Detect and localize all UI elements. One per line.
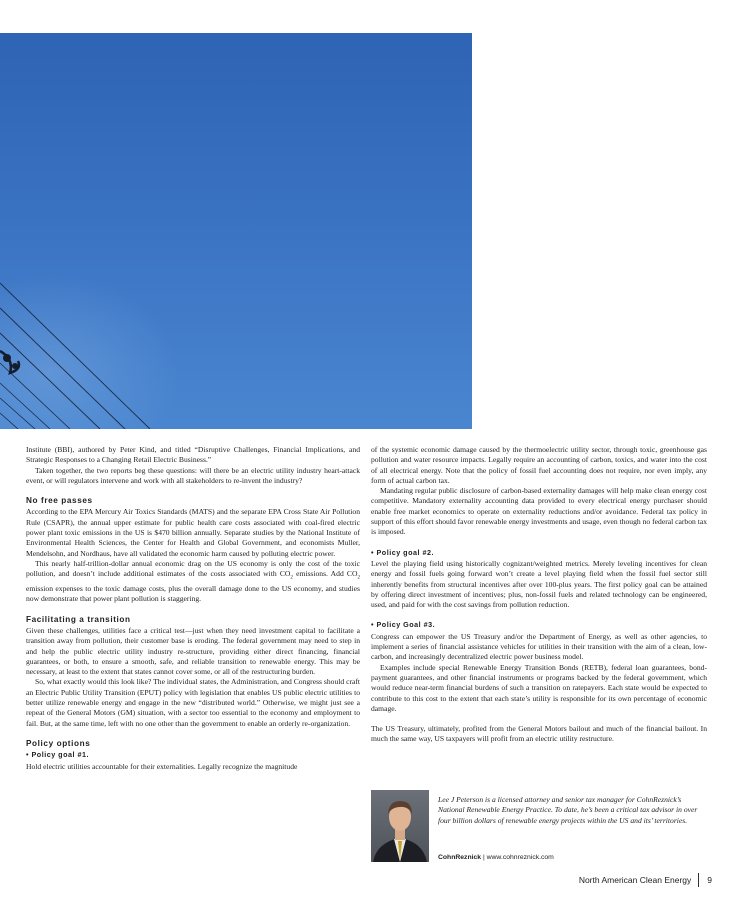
separator: | (481, 854, 487, 861)
policy-goal-label: • Policy Goal #3. (371, 620, 436, 630)
paragraph: Taken together, the two reports beg these questions: will there be an electric utility industry heart-attack event, or will regulators intervene and work with all stakeholders to re-invent the industry? (26, 465, 360, 485)
firm-name: CohnReznick (438, 854, 482, 861)
section-heading: Facilitating a transition (26, 614, 131, 624)
subscript: 2 (357, 575, 360, 581)
author-headshot (371, 790, 429, 862)
footer-divider (698, 873, 699, 887)
paragraph: Mandating regular public disclosure of carbon-based externality damages will help make clean energy cost competitive. Mandatory externality accounting data provided to every electrical energy purchaser should enable free market economics to operate on externality reductions and/or avoidance. Federal tax policy in support of this effort should favor renewable energy investments and usage, even though no federal carbon tax is imposed. (371, 486, 707, 537)
policy-goal-label: • Policy goal #2. (371, 547, 434, 557)
paragraph: Level the playing field using historically cognizant/weighted metrics. Merely leveling incentives for clean energy and fossil fuels going forward won’t create a level playing field when the fossil fuel sector still inherently benefits from structural incentives after over 100-plus years. The first policy goal can be attained by offering direct investment of incentives; plus, non-fossil fuels and related technology can be engineered, used, and paid for with the cost savings from pollution reduction. (371, 558, 707, 610)
page-number: 9 (707, 875, 712, 885)
policy-goal-label: • Policy goal #1. (26, 750, 89, 760)
paragraph: Hold electric utilities accountable for their externalities. Legally recognize the magnitude (26, 761, 298, 771)
author-bio-text: Lee J Peterson is a licensed attorney and senior tax manager for CohnReznick’s National Renewable Energy Practice. To date, he’s been a critical tax advisor in over four billion dollars of renewable energy projects within the US and its’ territories. (438, 795, 698, 825)
text-run: emission expenses to the toxic damage costs, plus the overall damage done to the US economy, and studies now demonstrate that power plant pollution is staggering. (26, 584, 360, 604)
page-footer (579, 873, 712, 887)
right-column (371, 445, 707, 745)
paragraph: The US Treasury, ultimately, profited from the General Motors bailout and much of the financial bailout. In much the same way, US taxpayers will profit from an electric utility restructure. (371, 724, 707, 744)
paragraph: So, what exactly would this look like? The individual states, the Administration, and Congress should craft an Electric Public Utility Transition (EPUT) policy with legislation that enables US public electric utilities to better utilize renewable energy and engage in the new “distributed world.” Otherwise, we might just see a repeat of the General Motors (GM) situation, with a sector too essential to the economy and employment to fail. But, at the same time, left with no one other than the government to enable an orderly re-organization. (26, 677, 360, 728)
power-lines-illustration (0, 33, 472, 429)
paragraph: Examples include special Renewable Energy Transition Bonds (RETB), federal loan guarantees, bond-payment guarantees, and other financial instruments or programs backed by the federal government, which would reduce near-term financial burdens of such a transition on ratepayers. Each state would be expected to contribute to this cost to the extent that each state’s utility is responsible for its own percentage of economic damage. (371, 662, 707, 713)
paragraph: According to the EPA Mercury Air Toxics Standards (MATS) and the separate EPA Cross State Air Pollution Rule (CSAPR), the annual upper estimate for public health care costs associated with coal-fired electric power plant toxic emissions in the US is $470 billion annually. Separate studies by the National Institute of Environmental Health Sciences, the Center for Health and Global Government, and economists Muller, Mendelsohn, and Nordhaus, have all validated the economic harm caused by polluting electric power. (26, 507, 360, 558)
author-firm-line (438, 854, 708, 861)
text-run: emissions. Add CO (292, 569, 358, 579)
text-run: This nearly half-trillion-dollar annual economic drag on the US economy is only the cost of the toxic pollution, and doesn’t include additional estimates of the costs associated with CO (26, 558, 360, 579)
subscript: 2 (290, 575, 293, 581)
left-column (26, 445, 360, 772)
person-portrait (371, 790, 429, 862)
paragraph: Institute (BBI), authored by Peter Kind, and titled “Disruptive Challenges, Financial Implications, and Strategic Responses to a Changing Retail Electric Business.” (26, 445, 360, 465)
paragraph: Congress can empower the US Treasury and/or the Department of Energy, as well as other agencies, to implement a series of financial assistance vehicles for utilities in their transition with the aim of a clean, low-carbon, and increasingly decentralized electric power business model. (371, 631, 707, 662)
section-heading: Policy options (26, 738, 91, 748)
header-photo (0, 33, 472, 429)
paragraph (26, 559, 360, 605)
author-bio (371, 790, 711, 865)
section-heading: No free passes (26, 496, 93, 506)
paragraph: Given these challenges, utilities face a critical test—just when they need investment capital to facilitate a transition away from pollution, their customer base is eroding. The federal government may need to step in and help the public electric utility industry re-structure, providing either direct financing, financial guarantees, or both, to ensure a smooth, safe, and reliable transition to renewable energy. This may be necessary, at least to the extent that states cannot cover some, or all of the restructuring burden. (26, 625, 360, 677)
firm-url[interactable]: www.cohnreznick.com (486, 854, 554, 861)
paragraph: of the systemic economic damage caused by the thermoelectric utility sector, through toxic, greenhouse gas pollution and water resource impacts. Legally require an accounting of carbon, toxics, and water into the cost of all electrical energy. Note that the policy of fossil fuel accounting does not require, nor even imply, any form of actual carbon tax. (371, 445, 707, 485)
publication-name: North American Clean Energy (578, 875, 692, 885)
